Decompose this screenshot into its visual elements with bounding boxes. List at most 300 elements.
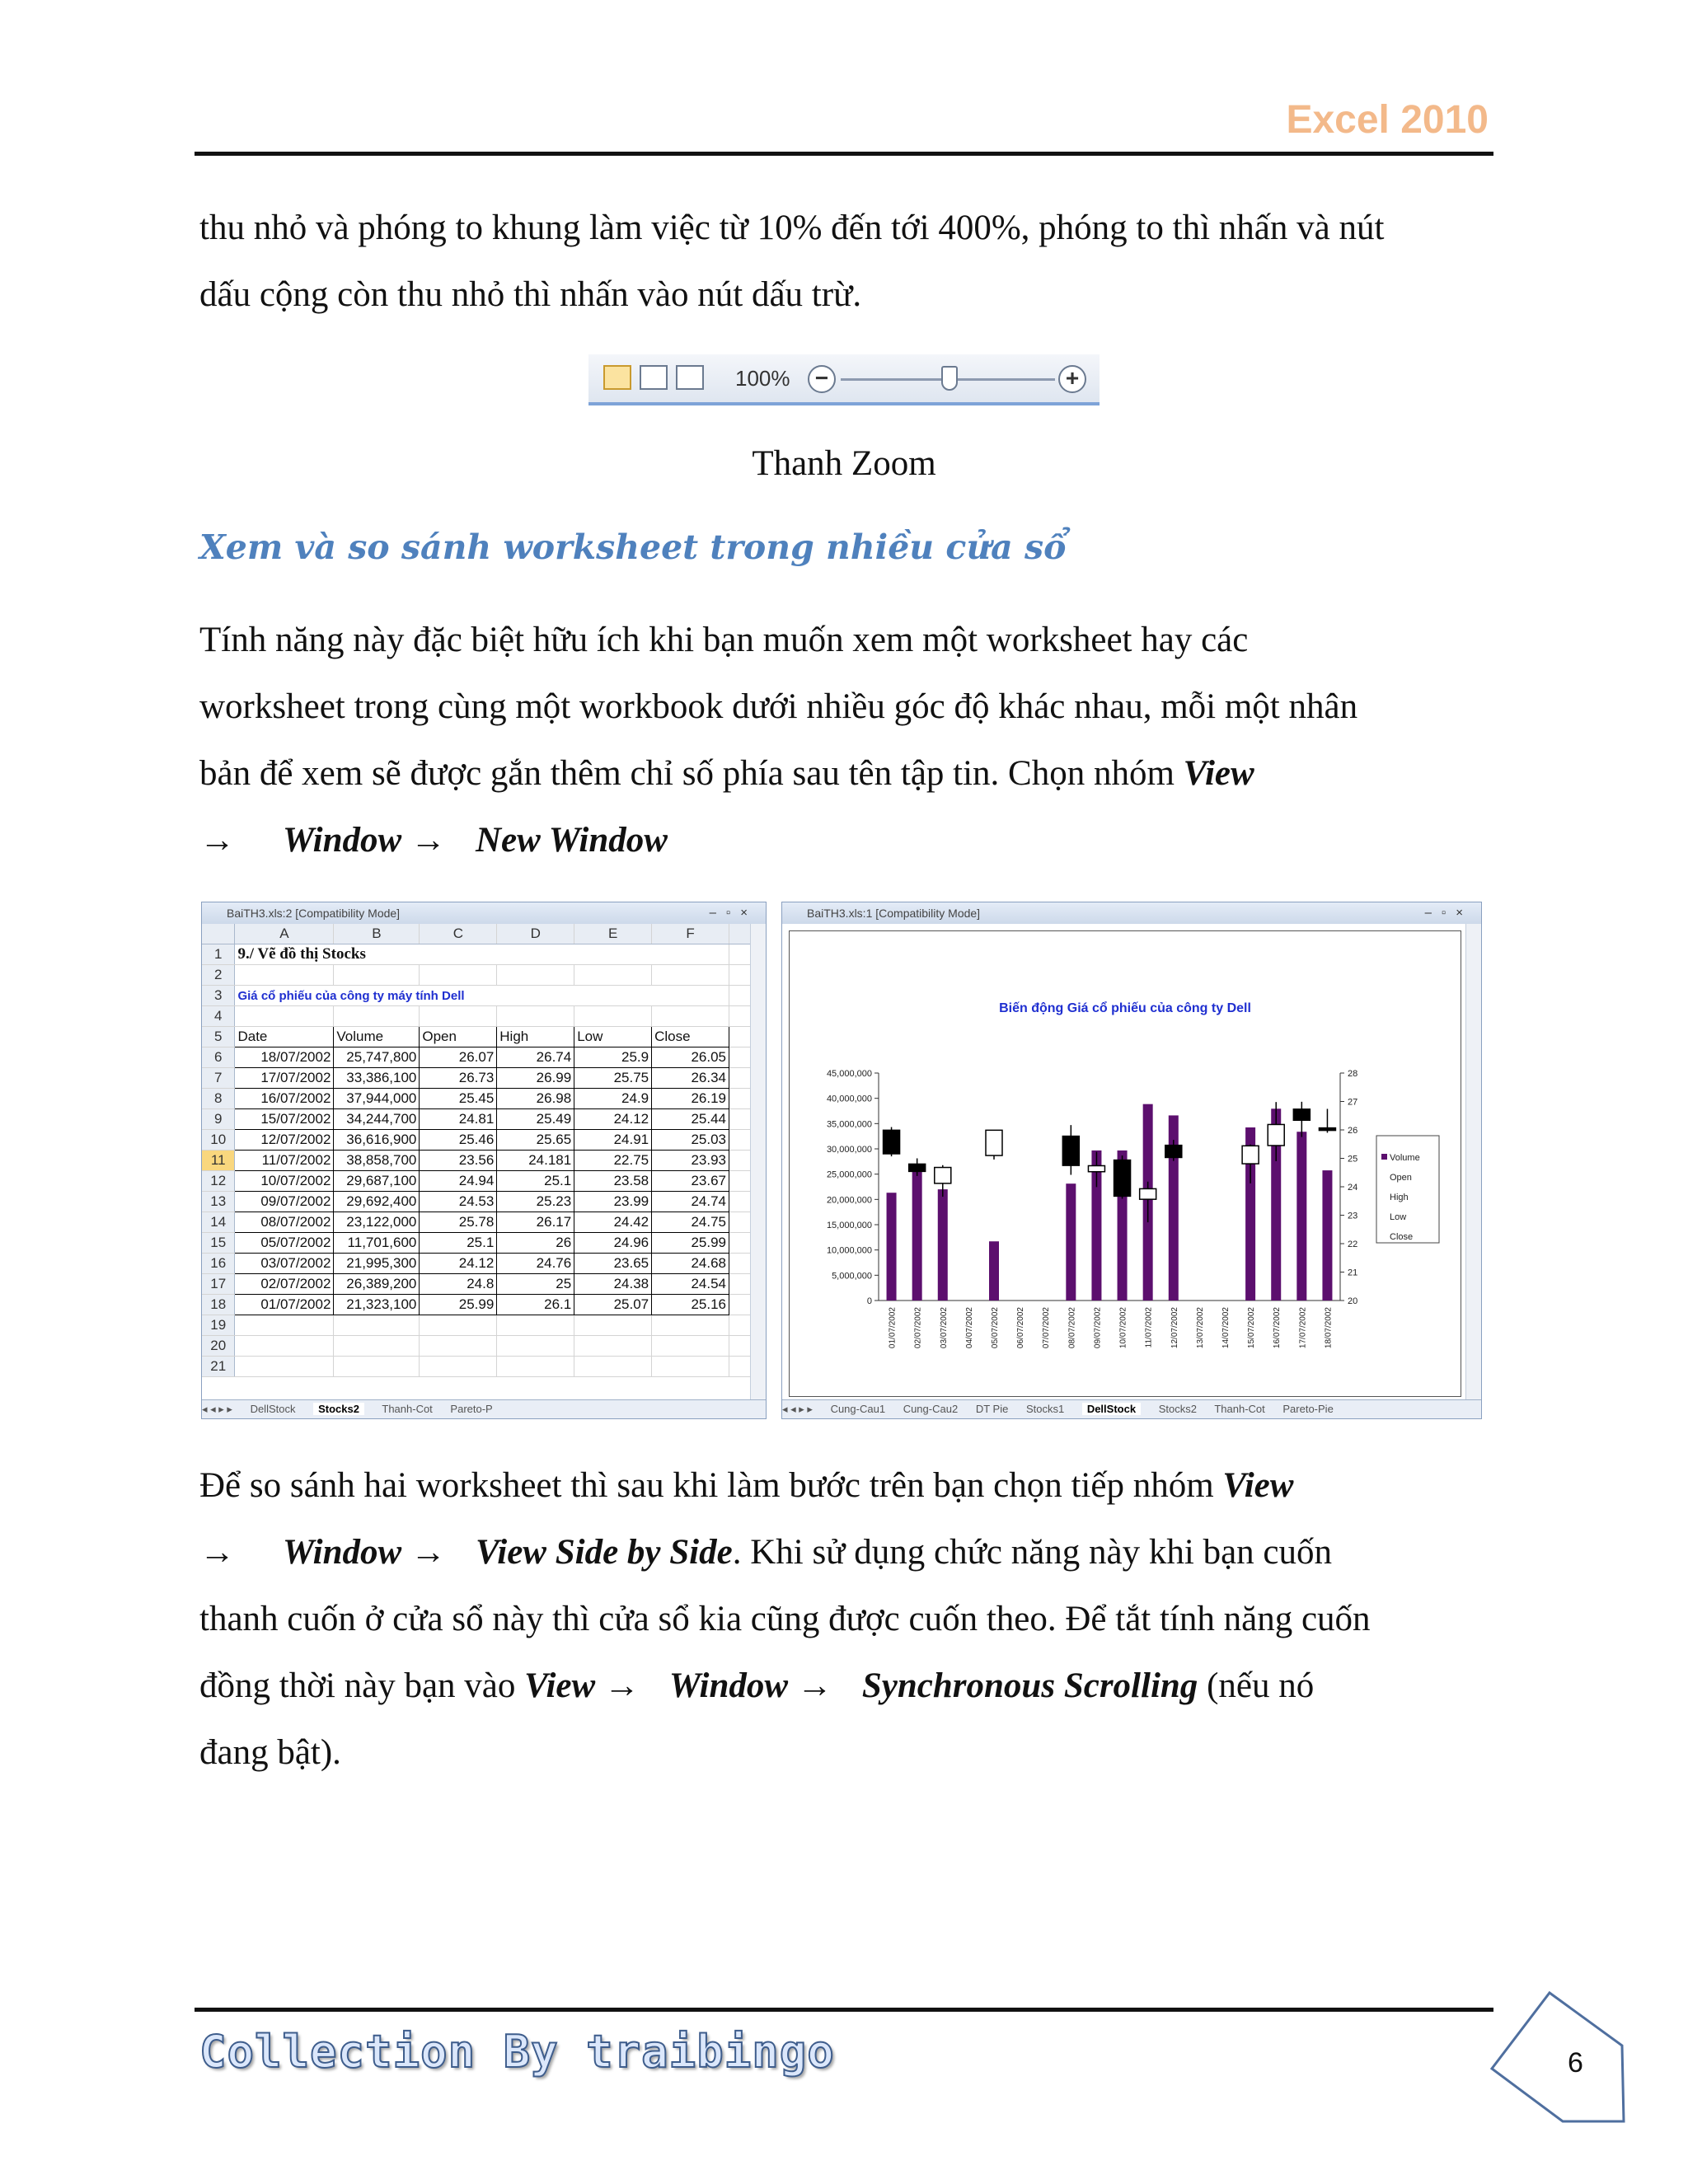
data-cell[interactable]: 15/07/2002: [235, 1109, 334, 1130]
sheet-tab[interactable]: Pareto-Pie: [1282, 1403, 1334, 1415]
x-tick-label: 05/07/2002: [991, 1307, 1000, 1349]
right-window-titlebar[interactable]: [782, 902, 1481, 924]
data-cell[interactable]: 25.99: [420, 1295, 497, 1315]
data-cell[interactable]: 25.1: [420, 1233, 497, 1254]
data-cell[interactable]: 25,747,800: [334, 1047, 420, 1068]
right-window-title: BaiTH3.xls:1 [Compatibility Mode]: [807, 907, 981, 920]
data-cell[interactable]: 23.56: [420, 1151, 497, 1171]
header-cell[interactable]: Date: [235, 1027, 334, 1047]
data-cell[interactable]: 17/07/2002: [235, 1068, 334, 1089]
table-row: [202, 1274, 751, 1295]
row-header[interactable]: 11: [202, 1151, 235, 1171]
y-right-tick-label: 22: [1348, 1240, 1358, 1249]
row-header[interactable]: 4: [202, 1006, 235, 1027]
sheet-tab[interactable]: Pareto-P: [450, 1403, 493, 1415]
window-keyword: Window: [283, 1533, 402, 1572]
empty-cell[interactable]: [729, 1233, 751, 1254]
data-cell[interactable]: 26.99: [497, 1068, 574, 1089]
sheet-tab[interactable]: Stocks1: [1025, 1403, 1065, 1415]
header-rule: [195, 152, 1493, 156]
table-row: [202, 965, 751, 986]
y-right-tick-label: 26: [1348, 1126, 1358, 1136]
empty-cell[interactable]: [652, 1357, 729, 1377]
y-left-tick-label: 20,000,000: [826, 1195, 872, 1206]
window-keyword: Window: [283, 821, 402, 860]
window-controls[interactable]: –▫×: [1424, 906, 1473, 920]
candle-down: [884, 1130, 900, 1154]
row-header[interactable]: 9: [202, 1109, 235, 1130]
empty-cell[interactable]: [497, 1006, 574, 1027]
sheet-tab[interactable]: Thanh-Cot: [1214, 1403, 1265, 1415]
legend-item: High: [1390, 1193, 1409, 1202]
data-cell[interactable]: 16/07/2002: [235, 1089, 334, 1109]
candle-up: [1088, 1165, 1104, 1171]
row-header[interactable]: 17: [202, 1274, 235, 1295]
data-cell[interactable]: 24.96: [574, 1233, 652, 1254]
data-cell[interactable]: 26.19: [652, 1089, 729, 1109]
empty-cell[interactable]: [729, 1089, 751, 1109]
data-cell[interactable]: 26.07: [420, 1047, 497, 1068]
para3-line4-text: đồng thời này bạn vào: [199, 1666, 525, 1705]
data-cell[interactable]: 23.93: [652, 1151, 729, 1171]
para3-line3: thanh cuốn ở cửa sổ này thì cửa sổ kia cũng được cuốn theo. Để tắt tính năng cuốn: [199, 1600, 1371, 1638]
data-cell[interactable]: 23.58: [574, 1171, 652, 1192]
header-cell[interactable]: Volume: [334, 1027, 420, 1047]
volume-bar: [989, 1241, 999, 1301]
data-cell[interactable]: 24.53: [420, 1192, 497, 1212]
candle-up: [1268, 1124, 1284, 1146]
data-cell[interactable]: 25.75: [574, 1068, 652, 1089]
data-cell[interactable]: 24.94: [420, 1171, 497, 1192]
y-right-tick-label: 20: [1348, 1296, 1358, 1306]
y-right-tick-label: 24: [1348, 1183, 1358, 1193]
data-cell[interactable]: 24.54: [652, 1274, 729, 1295]
data-cell[interactable]: 25.1: [497, 1171, 574, 1192]
table-row: [202, 1006, 751, 1027]
view-keyword: View: [524, 1666, 596, 1705]
empty-cell[interactable]: [729, 1109, 751, 1130]
table-row: [202, 1151, 751, 1171]
data-cell[interactable]: 21,995,300: [334, 1254, 420, 1274]
volume-bar: [1296, 1132, 1306, 1301]
row-header[interactable]: 20: [202, 1336, 235, 1357]
right-excel-window[interactable]: [781, 902, 1482, 1419]
table-row: [202, 944, 751, 965]
data-cell[interactable]: 22.75: [574, 1151, 652, 1171]
empty-cell[interactable]: [420, 1336, 497, 1357]
data-cell[interactable]: 21,323,100: [334, 1295, 420, 1315]
column-header-row: [202, 924, 751, 944]
sheet-tab-active[interactable]: Stocks2: [313, 1403, 364, 1415]
empty-cell[interactable]: [235, 1357, 334, 1377]
empty-cell[interactable]: [574, 965, 652, 986]
corner-cell[interactable]: [202, 924, 235, 944]
page-break-view-icon[interactable]: [676, 365, 704, 390]
data-cell[interactable]: 24.12: [420, 1254, 497, 1274]
data-cell[interactable]: 26.73: [420, 1068, 497, 1089]
chart-area[interactable]: [789, 930, 1461, 1397]
para1-line2: dấu cộng còn thu nhỏ thì nhấn vào nút dấu trừ.: [199, 275, 862, 314]
volume-bar: [1322, 1170, 1332, 1301]
table-row: [202, 986, 751, 1006]
data-cell[interactable]: 26: [497, 1233, 574, 1254]
arrow-icon: →: [199, 1533, 235, 1572]
empty-cell[interactable]: [652, 1336, 729, 1357]
data-cell[interactable]: 09/07/2002: [235, 1192, 334, 1212]
data-cell[interactable]: 24.42: [574, 1212, 652, 1233]
legend-box: [1376, 1136, 1439, 1243]
y-left-tick-label: 5,000,000: [832, 1271, 872, 1282]
zoom-in-button[interactable]: +: [1058, 365, 1086, 393]
y-left-tick-label: 10,000,000: [826, 1245, 872, 1256]
table-row: [202, 1171, 751, 1192]
page-layout-view-icon[interactable]: [640, 365, 668, 390]
data-cell[interactable]: 01/07/2002: [235, 1295, 334, 1315]
data-cell[interactable]: 26.1: [497, 1295, 574, 1315]
data-cell[interactable]: 23,122,000: [334, 1212, 420, 1233]
empty-cell[interactable]: [334, 1006, 420, 1027]
y-right-tick-label: 23: [1348, 1211, 1358, 1221]
x-tick-label: 11/07/2002: [1144, 1307, 1154, 1348]
data-cell[interactable]: 23.67: [652, 1171, 729, 1192]
candle-down: [1319, 1128, 1335, 1131]
empty-cell[interactable]: [729, 1254, 751, 1274]
data-cell[interactable]: 24.68: [652, 1254, 729, 1274]
sheet-tab-active[interactable]: DellStock: [1082, 1403, 1141, 1415]
empty-cell[interactable]: [334, 1315, 420, 1336]
para3-line4: [199, 1652, 1493, 1719]
empty-cell[interactable]: [420, 1315, 497, 1336]
view-keyword: View: [1183, 754, 1254, 793]
title-cell[interactable]: 9./ Vẽ đồ thị Stocks: [235, 944, 729, 965]
table-row: [202, 1254, 751, 1274]
data-cell[interactable]: 29,687,100: [334, 1171, 420, 1192]
empty-cell[interactable]: [652, 965, 729, 986]
column-header[interactable]: B: [334, 924, 420, 944]
row-header[interactable]: 10: [202, 1130, 235, 1151]
row-header[interactable]: 8: [202, 1089, 235, 1109]
data-cell[interactable]: 24.38: [574, 1274, 652, 1295]
row-header[interactable]: 14: [202, 1212, 235, 1233]
data-cell[interactable]: 36,616,900: [334, 1130, 420, 1151]
data-cell[interactable]: 23.99: [574, 1192, 652, 1212]
empty-cell[interactable]: [334, 1357, 420, 1377]
empty-cell[interactable]: [729, 1047, 751, 1068]
empty-cell[interactable]: [420, 1006, 497, 1027]
empty-cell[interactable]: [235, 1315, 334, 1336]
data-cell[interactable]: 26.05: [652, 1047, 729, 1068]
data-cell[interactable]: 25.03: [652, 1130, 729, 1151]
zoom-slider-thumb[interactable]: [941, 366, 958, 391]
empty-cell[interactable]: [729, 1006, 751, 1027]
data-cell[interactable]: 26.17: [497, 1212, 574, 1233]
side-by-side-keyword: View Side by Side: [475, 1533, 733, 1572]
empty-cell[interactable]: [497, 1357, 574, 1377]
data-cell[interactable]: 24.181: [497, 1151, 574, 1171]
table-row: [202, 1027, 751, 1047]
left-sheet-grid[interactable]: [202, 924, 751, 1400]
y-left-tick-label: 15,000,000: [826, 1221, 872, 1230]
arrow-icon: →: [796, 1666, 832, 1705]
para2-line1: Tính năng này đặc biệt hữu ích khi bạn muốn xem một worksheet hay các: [199, 621, 1249, 659]
empty-cell[interactable]: [729, 1151, 751, 1171]
empty-cell[interactable]: [729, 1212, 751, 1233]
y-right-tick-label: 21: [1348, 1268, 1358, 1278]
data-cell[interactable]: 08/07/2002: [235, 1212, 334, 1233]
zoom-bar: [588, 354, 1100, 405]
volume-bar: [938, 1189, 948, 1301]
x-tick-label: 01/07/2002: [888, 1307, 898, 1349]
view-keyword: View: [1222, 1466, 1294, 1505]
data-cell[interactable]: 03/07/2002: [235, 1254, 334, 1274]
empty-cell[interactable]: [235, 965, 334, 986]
candle-up: [1242, 1146, 1259, 1164]
row-header[interactable]: 13: [202, 1192, 235, 1212]
x-tick-label: 16/07/2002: [1273, 1307, 1282, 1349]
data-cell[interactable]: 25.99: [652, 1233, 729, 1254]
zoom-out-button[interactable]: −: [808, 365, 836, 393]
column-header[interactable]: C: [420, 924, 497, 944]
y-right-tick-label: 25: [1348, 1154, 1358, 1165]
column-header[interactable]: F: [652, 924, 729, 944]
para2-line2: worksheet trong cùng một workbook dưới nhiều góc độ khác nhau, mỗi một nhân: [199, 687, 1358, 726]
empty-cell[interactable]: [497, 1315, 574, 1336]
header-cell[interactable]: High: [497, 1027, 574, 1047]
data-cell[interactable]: 11/07/2002: [235, 1151, 334, 1171]
empty-cell[interactable]: [729, 944, 751, 965]
data-cell[interactable]: 02/07/2002: [235, 1274, 334, 1295]
arrow-icon: →: [410, 821, 446, 860]
sheet-nav[interactable]: ◂ ◂ ▸ ▸: [202, 1403, 232, 1415]
data-cell[interactable]: 11,701,600: [334, 1233, 420, 1254]
right-sheet-tabs[interactable]: [782, 1399, 1481, 1418]
data-cell[interactable]: 26.74: [497, 1047, 574, 1068]
column-header[interactable]: A: [235, 924, 334, 944]
empty-cell[interactable]: [729, 986, 751, 1006]
sheet-tab[interactable]: DT Pie: [975, 1403, 1009, 1415]
data-cell[interactable]: 24.12: [574, 1109, 652, 1130]
data-cell[interactable]: 24.81: [420, 1109, 497, 1130]
para3-line2: [199, 1519, 1493, 1586]
row-header[interactable]: 16: [202, 1254, 235, 1274]
para1-line1: thu nhỏ và phóng to khung làm việc từ 10% đến tới 400%, phóng to thì nhấn và nút: [199, 209, 1385, 247]
page-number: 6: [1568, 2047, 1583, 2079]
volume-bar: [912, 1167, 922, 1301]
para3-line4-end: (nếu nó: [1198, 1666, 1315, 1705]
empty-cell[interactable]: [652, 1006, 729, 1027]
data-cell[interactable]: 25.78: [420, 1212, 497, 1233]
table-row: [202, 1089, 751, 1109]
candle-down: [909, 1164, 926, 1171]
row-header[interactable]: 21: [202, 1357, 235, 1377]
y-left-tick-label: 35,000,000: [826, 1119, 872, 1130]
stock-chart: [790, 931, 1461, 1396]
y-left-tick-label: 40,000,000: [826, 1094, 872, 1104]
data-cell[interactable]: 05/07/2002: [235, 1233, 334, 1254]
data-cell[interactable]: 25.23: [497, 1192, 574, 1212]
table-row: [202, 1130, 751, 1151]
empty-cell[interactable]: [729, 1171, 751, 1192]
header-cell[interactable]: Open: [420, 1027, 497, 1047]
table-row: [202, 1315, 751, 1336]
row-header[interactable]: 7: [202, 1068, 235, 1089]
data-cell[interactable]: 25.9: [574, 1047, 652, 1068]
window-controls[interactable]: –▫×: [709, 906, 757, 920]
table-row: [202, 1233, 751, 1254]
header-cell[interactable]: Low: [574, 1027, 652, 1047]
section-heading: Xem và so sánh worksheet trong nhiều cửa sổ: [199, 527, 1067, 567]
vertical-scrollbar[interactable]: [1465, 924, 1481, 1400]
column-header[interactable]: [729, 924, 751, 944]
legend-item: Volume: [1390, 1153, 1420, 1163]
x-tick-label: 15/07/2002: [1247, 1307, 1257, 1349]
figure-caption: Thanh Zoom: [752, 444, 936, 483]
empty-cell[interactable]: [729, 1357, 751, 1377]
empty-cell[interactable]: [497, 965, 574, 986]
x-tick-label: 09/07/2002: [1093, 1307, 1103, 1349]
table-row: [202, 1357, 751, 1377]
volume-bar: [887, 1193, 897, 1301]
x-tick-label: 04/07/2002: [964, 1307, 974, 1349]
row-header[interactable]: 2: [202, 965, 235, 986]
sheet-tab[interactable]: Cung-Cau1: [830, 1403, 886, 1415]
data-cell[interactable]: 23.65: [574, 1254, 652, 1274]
left-window-title: BaiTH3.xls:2 [Compatibility Mode]: [227, 907, 401, 920]
sync-scrolling-keyword: Synchronous Scrolling: [861, 1666, 1198, 1705]
row-header[interactable]: 1: [202, 944, 235, 965]
para2-line3-text: bản để xem sẽ được gắn thêm chỉ số phía sau tên tập tin. Chọn nhóm: [199, 754, 1184, 793]
footer-rule: [195, 2008, 1493, 2012]
empty-cell[interactable]: [235, 1336, 334, 1357]
legend-item: Close: [1390, 1232, 1414, 1242]
zoom-percent[interactable]: 100%: [735, 366, 790, 391]
empty-cell[interactable]: [729, 1192, 751, 1212]
y-left-tick-label: 0: [866, 1296, 872, 1306]
data-cell[interactable]: 33,386,100: [334, 1068, 420, 1089]
y-right-tick-label: 28: [1348, 1069, 1358, 1079]
empty-cell[interactable]: [574, 1357, 652, 1377]
x-tick-label: 13/07/2002: [1195, 1307, 1205, 1349]
arrow-icon: →: [603, 1666, 640, 1705]
empty-cell[interactable]: [574, 1315, 652, 1336]
y-left-tick-label: 30,000,000: [826, 1145, 872, 1155]
table-row: [202, 1109, 751, 1130]
arrow-icon: →: [410, 1533, 446, 1572]
sheet-nav[interactable]: ◂ ◂ ▸ ▸: [782, 1403, 813, 1415]
empty-cell[interactable]: [497, 1336, 574, 1357]
candle-down: [1114, 1160, 1131, 1197]
para3-line5: đang bật).: [199, 1733, 341, 1772]
empty-cell[interactable]: [729, 1130, 751, 1151]
data-cell[interactable]: 24.9: [574, 1089, 652, 1109]
spreadsheet-table[interactable]: [202, 924, 751, 1377]
header-cell[interactable]: Close: [652, 1027, 729, 1047]
sheet-tab[interactable]: Cung-Cau2: [903, 1403, 959, 1415]
page-number-badge-icon: [1490, 1988, 1630, 2128]
column-header[interactable]: D: [497, 924, 574, 944]
empty-cell[interactable]: [420, 965, 497, 986]
normal-view-icon[interactable]: [603, 365, 631, 390]
row-header[interactable]: 6: [202, 1047, 235, 1068]
data-cell[interactable]: 26.98: [497, 1089, 574, 1109]
data-cell[interactable]: 24.91: [574, 1130, 652, 1151]
left-sheet-tabs[interactable]: [202, 1399, 766, 1418]
data-cell[interactable]: 25.07: [574, 1295, 652, 1315]
data-cell[interactable]: 38,858,700: [334, 1151, 420, 1171]
data-cell[interactable]: 26,389,200: [334, 1274, 420, 1295]
data-cell[interactable]: 37,944,000: [334, 1089, 420, 1109]
x-tick-label: 03/07/2002: [939, 1307, 949, 1349]
empty-cell[interactable]: [235, 1006, 334, 1027]
data-cell[interactable]: 18/07/2002: [235, 1047, 334, 1068]
para3-line2-rest: . Khi sử dụng chức năng này khi bạn cuốn: [732, 1533, 1332, 1572]
data-cell[interactable]: 12/07/2002: [235, 1130, 334, 1151]
row-header[interactable]: 15: [202, 1233, 235, 1254]
para2-line4: [199, 807, 1493, 874]
data-cell[interactable]: 25.44: [652, 1109, 729, 1130]
left-window-titlebar[interactable]: [202, 902, 766, 924]
paragraph-side-by-side: [199, 1452, 1493, 1786]
data-cell[interactable]: 25.65: [497, 1130, 574, 1151]
row-header[interactable]: 18: [202, 1295, 235, 1315]
data-cell[interactable]: 25: [497, 1274, 574, 1295]
data-cell[interactable]: 25.49: [497, 1109, 574, 1130]
x-tick-label: 07/07/2002: [1042, 1307, 1052, 1349]
empty-cell[interactable]: [729, 1274, 751, 1295]
empty-cell[interactable]: [652, 1315, 729, 1336]
empty-cell[interactable]: [729, 1295, 751, 1315]
data-cell[interactable]: 25.45: [420, 1089, 497, 1109]
data-cell[interactable]: 24.75: [652, 1212, 729, 1233]
data-cell[interactable]: 24.8: [420, 1274, 497, 1295]
sheet-tab[interactable]: DellStock: [250, 1403, 296, 1415]
data-cell[interactable]: 25.16: [652, 1295, 729, 1315]
empty-cell[interactable]: [729, 965, 751, 986]
empty-cell[interactable]: [420, 1357, 497, 1377]
para3-line1: [199, 1452, 1493, 1519]
row-header[interactable]: 12: [202, 1171, 235, 1192]
empty-cell[interactable]: [729, 1027, 751, 1047]
empty-cell[interactable]: [334, 965, 420, 986]
sheet-tab[interactable]: Stocks2: [1158, 1403, 1197, 1415]
row-header[interactable]: 19: [202, 1315, 235, 1336]
data-cell[interactable]: 34,244,700: [334, 1109, 420, 1130]
empty-cell[interactable]: [334, 1336, 420, 1357]
empty-cell[interactable]: [729, 1336, 751, 1357]
table-row: [202, 1068, 751, 1089]
empty-cell[interactable]: [729, 1315, 751, 1336]
row-header[interactable]: 3: [202, 986, 235, 1006]
x-tick-label: 10/07/2002: [1118, 1307, 1128, 1349]
window-keyword: Window: [668, 1666, 789, 1705]
sheet-tab[interactable]: Thanh-Cot: [382, 1403, 433, 1415]
empty-cell[interactable]: [574, 1336, 652, 1357]
column-header[interactable]: E: [574, 924, 652, 944]
row-header[interactable]: 5: [202, 1027, 235, 1047]
empty-cell[interactable]: [574, 1006, 652, 1027]
data-cell[interactable]: 24.74: [652, 1192, 729, 1212]
candle-up: [935, 1168, 951, 1183]
empty-cell[interactable]: [729, 1068, 751, 1089]
data-cell[interactable]: 10/07/2002: [235, 1171, 334, 1192]
left-excel-window[interactable]: [201, 902, 767, 1419]
vertical-scrollbar[interactable]: [750, 924, 766, 1400]
data-cell[interactable]: 24.76: [497, 1254, 574, 1274]
data-cell[interactable]: 29,692,400: [334, 1192, 420, 1212]
data-cell[interactable]: 26.34: [652, 1068, 729, 1089]
data-cell[interactable]: 25.46: [420, 1130, 497, 1151]
subtitle-cell[interactable]: Giá cổ phiếu của công ty máy tính Dell: [235, 986, 729, 1006]
